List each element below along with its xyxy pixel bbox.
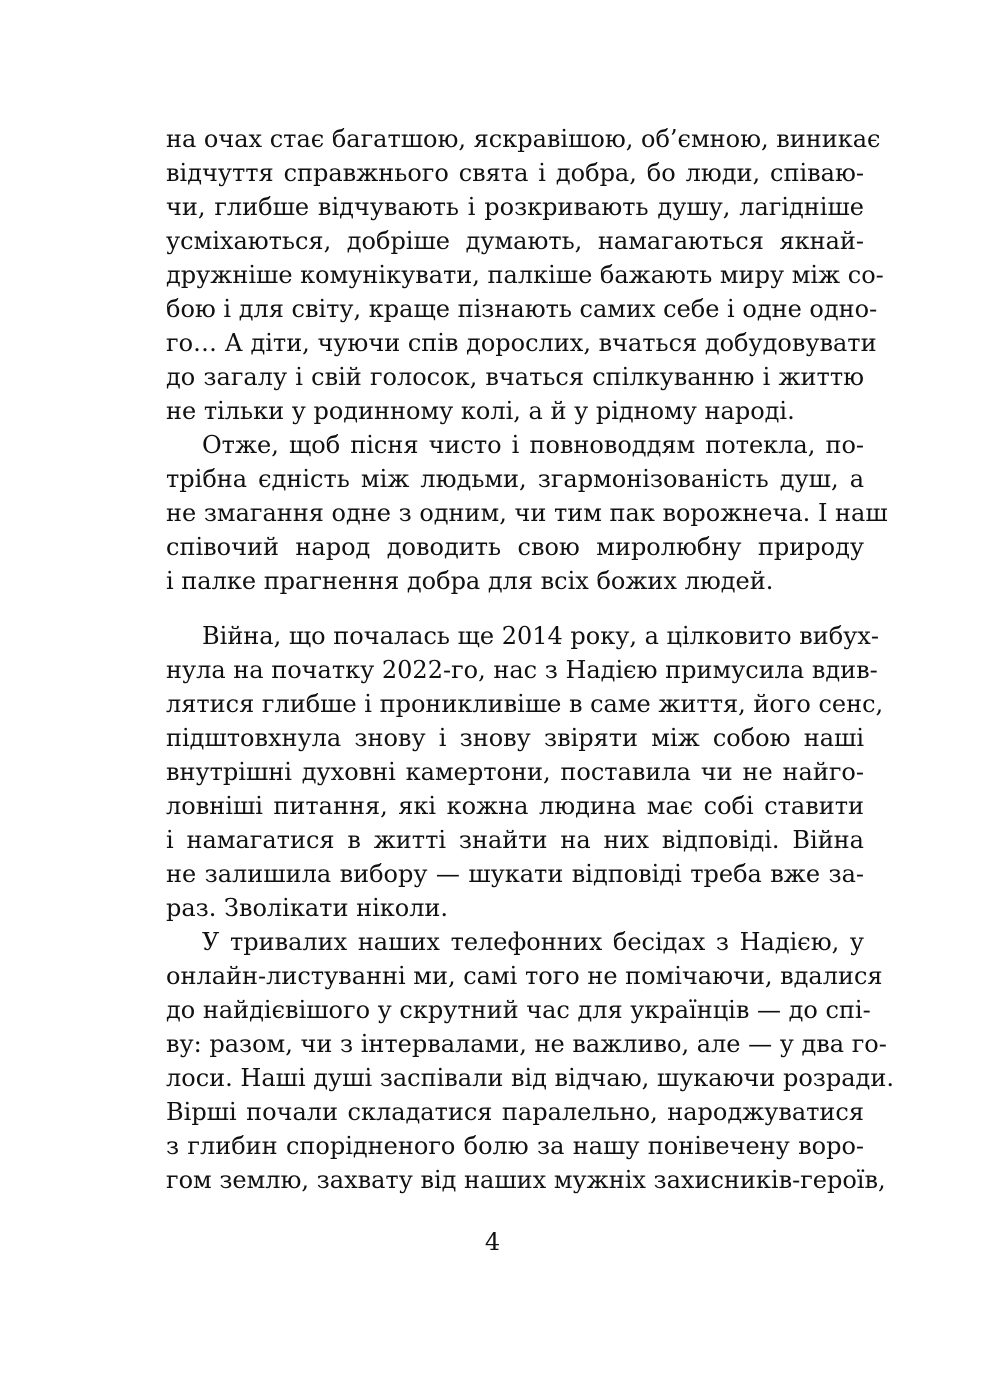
text-line: Отже, щоб пісня чисто і повноводдям потекла, по- [202,431,864,459]
text-line: чи, глибше відчувають і розкривають душу, лагідніше [166,193,864,221]
text-line: підштовхнула знову і знову звіряти між собою наші [166,724,864,752]
paragraph [166,428,888,598]
text-line: бою і для світу, краще пізнають самих себе і одне одно- [166,295,878,323]
text-line: дружніше комунікувати, палкіше бажають миру між со- [166,261,884,289]
text-line: Війна, що почалась ще 2014 року, а цілковито вибух- [202,622,879,650]
text-line: Вірші почали складатися паралельно, народжуватися [166,1098,864,1126]
text-line: не змагання одне з одним, чи тим пак ворожнеча. І наш [166,499,888,527]
text-line: онлайн-листуванні ми, самі того не помічаючи, вдалися [166,962,883,990]
text-line: ловніші питання, які кожна людина має собі ставити [166,792,864,820]
text-line: лятися глибше і проникливіше в саме життя, його сенс, [166,690,884,718]
text-line: гом землю, захвату від наших мужніх захисників-героїв, [166,1166,886,1194]
page-number: 4 [484,1228,501,1256]
text-line: до загалу і свій голосок, вчаться спілкуванню і життю [166,363,864,391]
text-line: ву: разом, чи з інтервалами, не важливо, але — у два го- [166,1030,887,1058]
text-line: лоси. Наші душі заспівали від відчаю, шукаючи розради. [166,1064,894,1092]
text-line: з глибин спорідненого болю за нашу понівечену воро- [166,1132,864,1160]
text-line: трібна єдність між людьми, згармонізованість душ, а [166,465,864,493]
text-line: раз. Зволікати ніколи. [166,894,449,922]
text-line: співочий народ доводить свою миролюбну природу [166,533,864,561]
text-line: на очах стає багатшою, яскравішою, об’ємною, виникає [166,125,881,153]
text-line: і палке прагнення добра для всіх божих людей. [166,567,774,595]
text-line: не залишила вибору — шукати відповіді треба вже за- [166,860,864,888]
paragraph [166,925,894,1197]
text-line: нула на початку 2022-го, нас з Надією примусила вдив- [166,656,878,684]
text-section-1 [166,122,888,598]
text-line: і намагатися в житті знайти на них відповіді. Війна [166,826,864,854]
text-line: не тільки у родинному колі, а й у рідному народі. [166,397,795,425]
text-section-2 [166,619,894,1197]
text-line: внутрішні духовні камертони, поставила чи не найго- [166,758,864,786]
text-line: У тривалих наших телефонних бесідах з Надією, у [202,928,864,956]
text-line: до найдієвішого у скрутний час для українців — до спі- [166,996,871,1024]
paragraph [166,619,884,925]
text-line: усміхаються, добріше думають, намагаються якнай- [166,227,864,255]
text-line: відчуття справжнього свята і добра, бо люди, співаю- [166,159,864,187]
paragraph [166,122,884,428]
text-line: го… А діти, чуючи спів дорослих, вчаться добудовувати [166,329,877,357]
